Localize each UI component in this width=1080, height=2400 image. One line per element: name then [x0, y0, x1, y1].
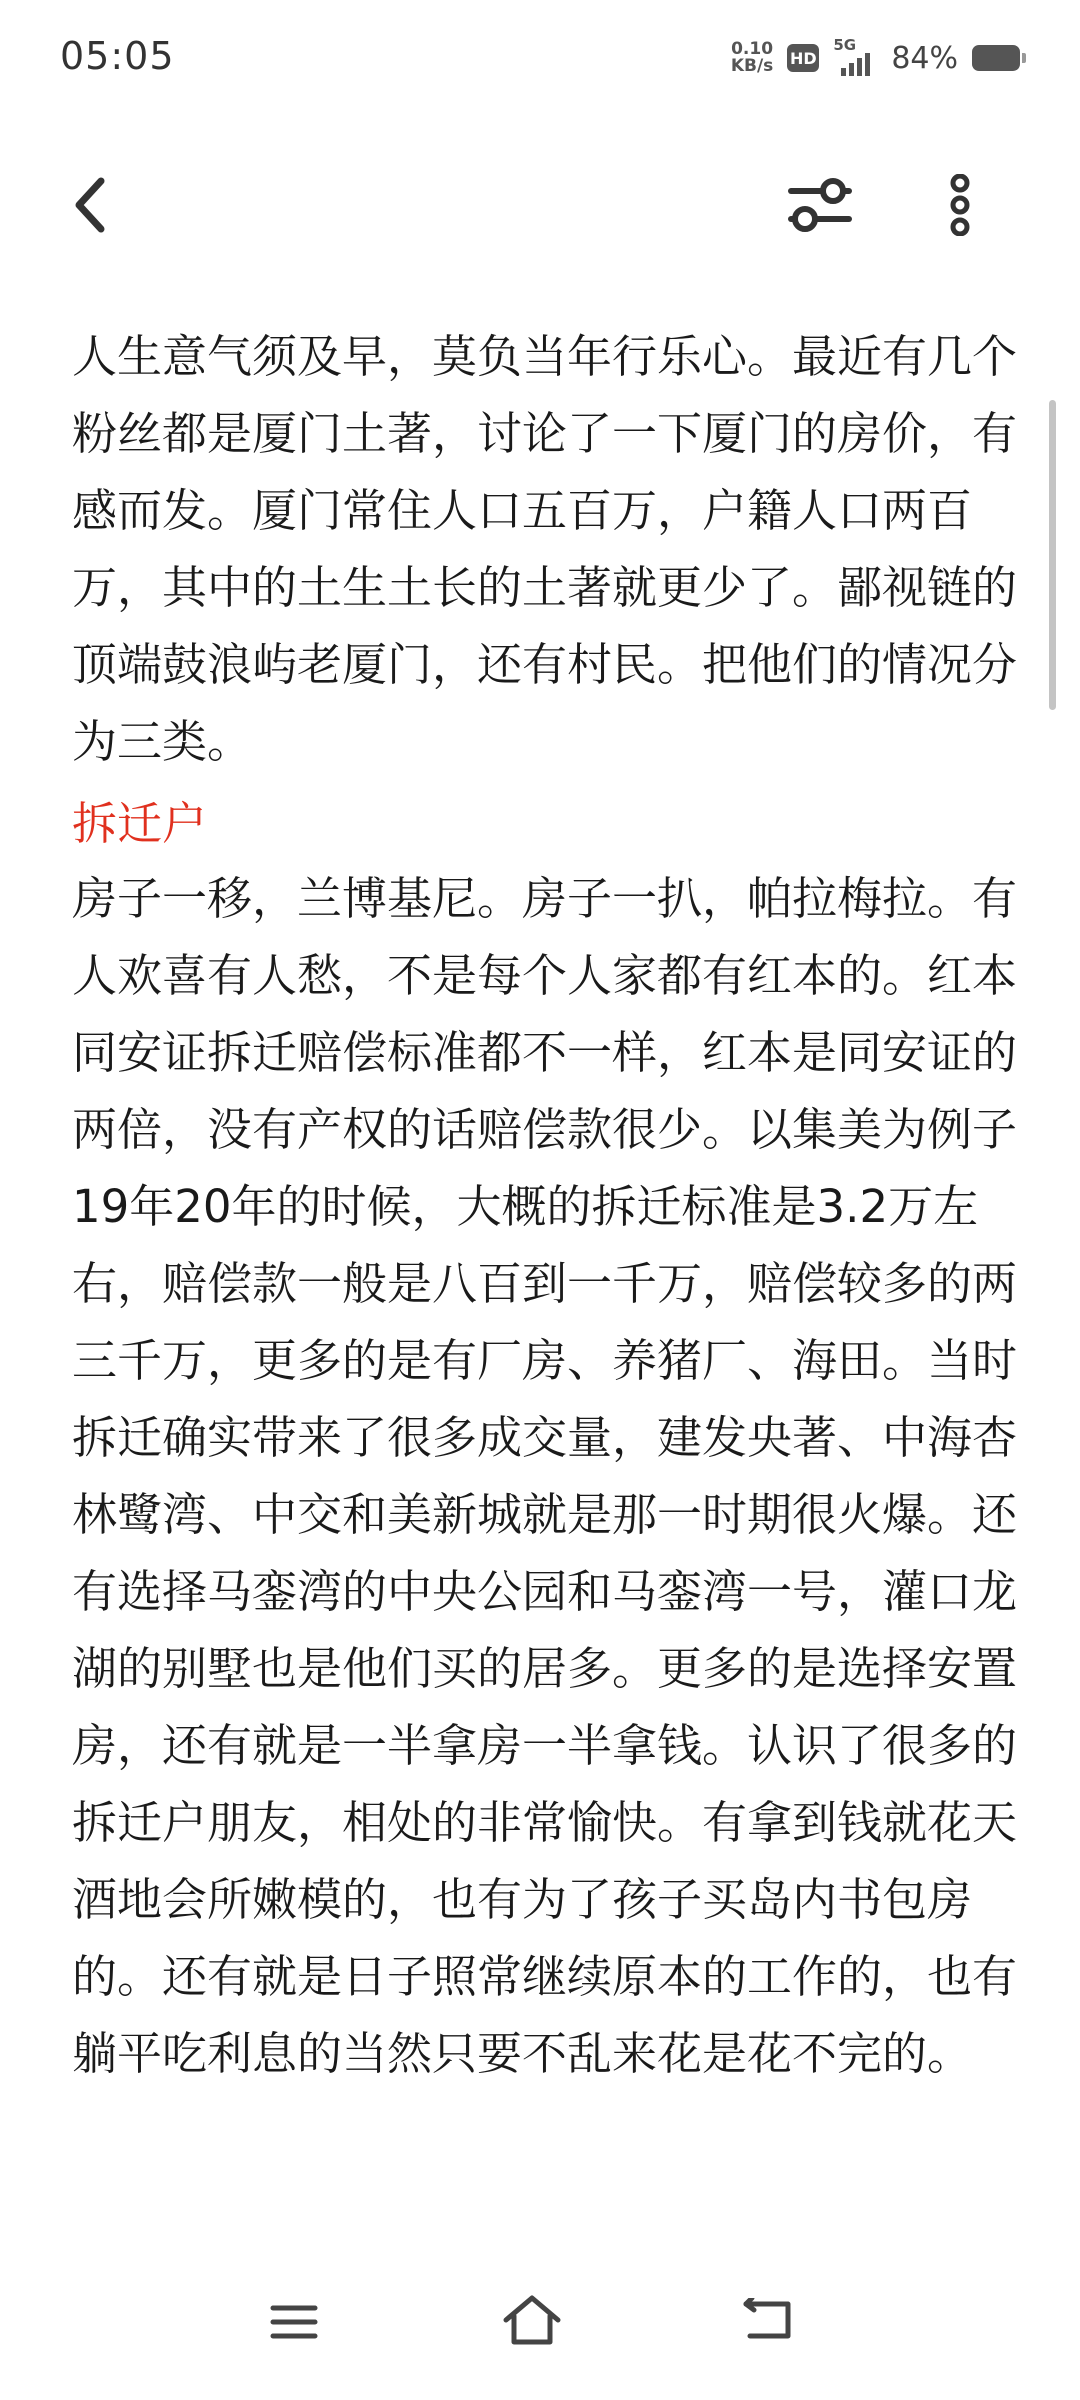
chevron-left-icon — [73, 177, 107, 233]
network-type: 5G — [833, 36, 857, 54]
menu-lines-icon — [269, 2302, 319, 2342]
back-button[interactable] — [60, 172, 120, 238]
toggle-sliders-icon — [787, 174, 853, 236]
hd-icon: HD — [787, 44, 819, 72]
vertical-dots-icon — [945, 174, 975, 236]
more-options-button[interactable] — [935, 170, 985, 240]
network-speed-value: 0.10 — [731, 39, 774, 59]
battery-percent: 84% — [891, 40, 958, 76]
network-speed — [731, 41, 773, 75]
section-paragraph: 房子一移，兰博基尼。房子一扒，帕拉梅拉。有人欢喜有人愁，不是每个人家都有红本的。红本同安证拆迁赔偿标准都不一样，红本是同安证的两倍，没有产权的话赔偿款很少。以集美为例子19年20年的时候，大概的拆迁标准是3.2万左右，赔偿款一般是八百到一千万，赔偿较多的两三千万，更多的是有厂房、养猪厂、海田。当时拆迁确实带来了很多成交量，建发央著、中海杏林鹭湾、中交和美新城就是那一时期很火爆。还有选择马銮湾的中央公园和马銮湾一号，灌口龙湖的别墅也是他们买的居多。更多的是选择安置房，还有就是一半拿房一半拿钱。认识了很多的拆迁户朋友，相处的非常愉快。有拿到钱就花天酒地会所嫩模的，也有为了孩子买岛内书包房的。还有就是日子照常继续原本的工作的，也有躺平吃利息的当然只要不乱来花是花不完的。 — [72, 872, 1018, 2080]
status-time: 05:05 — [60, 34, 175, 78]
home-icon — [502, 2294, 562, 2346]
filter-button[interactable] — [785, 170, 855, 240]
scrollbar-thumb[interactable] — [1049, 400, 1056, 710]
intro-paragraph: 人生意气须及早，莫负当年行乐心。最近有几个粉丝都是厦门土著，讨论了一下厦门的房价，有感而发。厦门常住人口五百万，户籍人口两百万，其中的土生土长的土著就更少了。鄙视链的顶端鼓浪屿老厦门，还有村民。把他们的情况分为三类。 — [72, 330, 1018, 768]
signal-icon — [833, 38, 877, 78]
status-indicators — [731, 36, 1020, 80]
status-bar — [0, 0, 1080, 120]
article-content — [72, 318, 1017, 2092]
nav-back-button[interactable] — [735, 2290, 799, 2350]
signal-bars — [841, 53, 870, 76]
app-bar — [0, 150, 1080, 260]
battery-icon — [972, 45, 1020, 71]
back-arrow-icon — [742, 2298, 792, 2342]
section-heading: 拆迁户 — [72, 797, 208, 850]
network-speed-unit: KB/s — [730, 56, 774, 76]
nav-home-button[interactable] — [500, 2288, 564, 2352]
nav-menu-button[interactable] — [262, 2292, 326, 2352]
navigation-bar — [0, 2280, 1080, 2400]
